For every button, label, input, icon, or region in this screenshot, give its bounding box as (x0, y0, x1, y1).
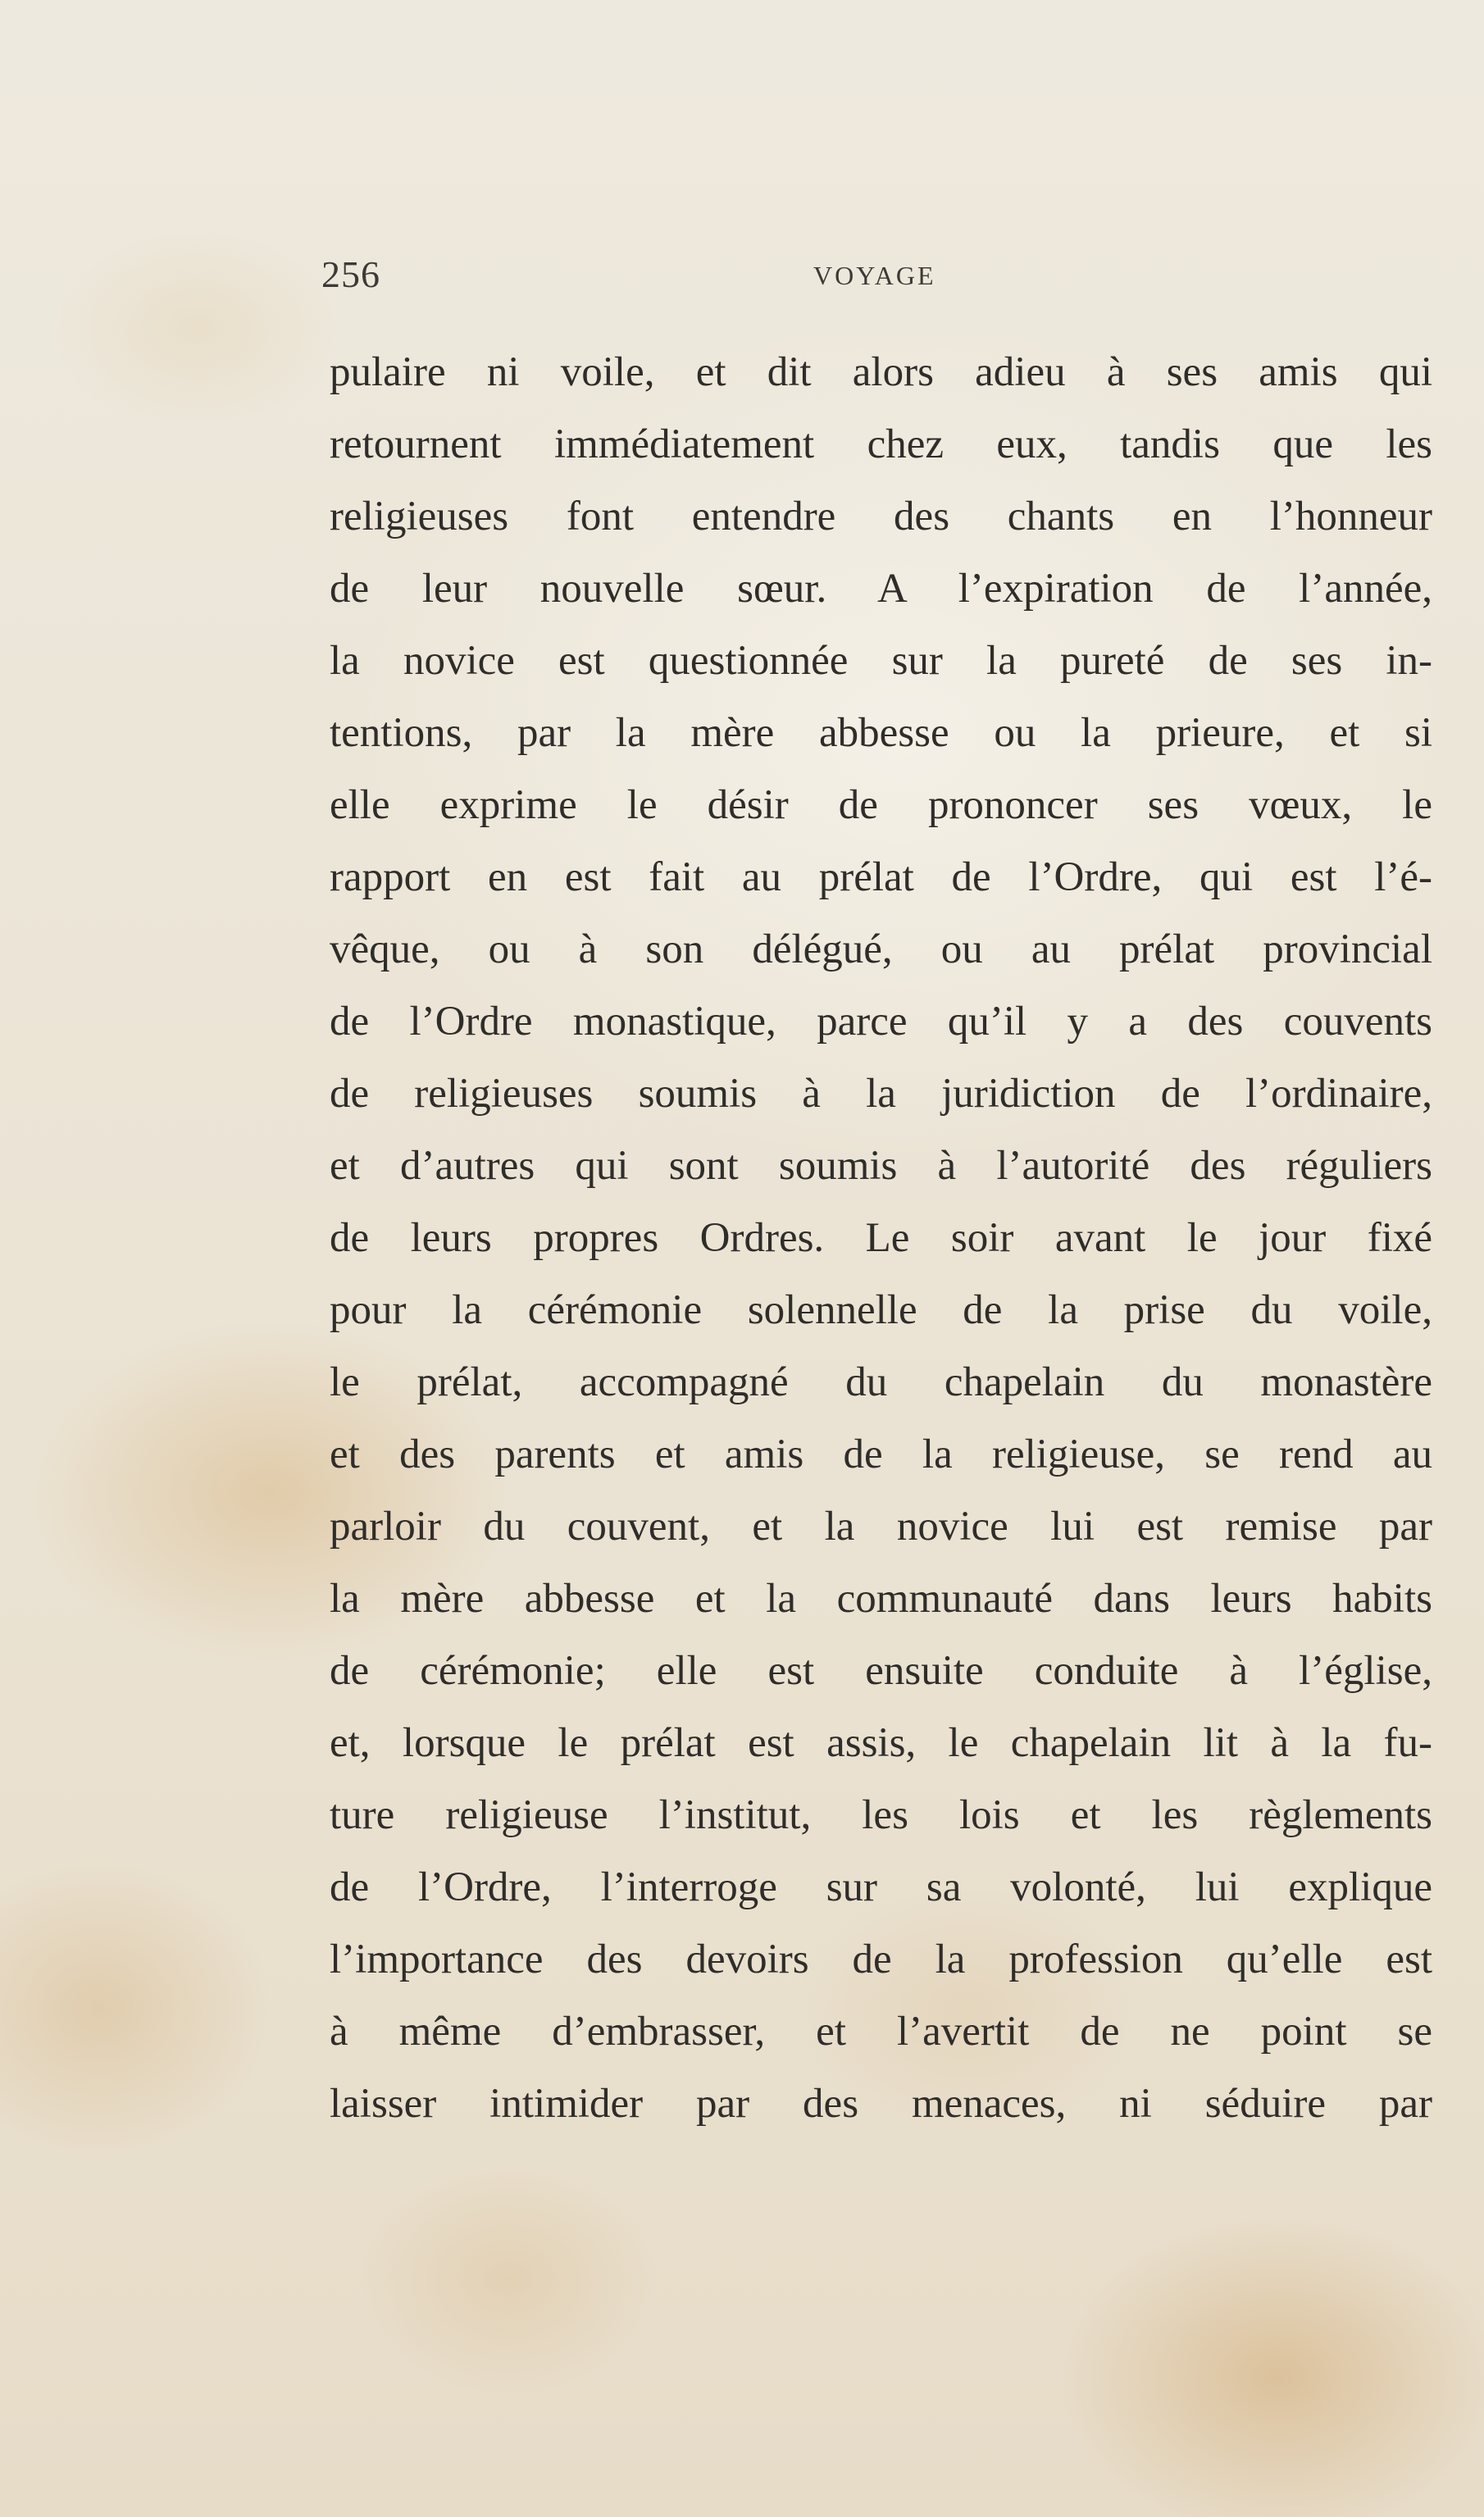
text-line: de l’Ordre monastique, parce qu’il y a des couvents (330, 999, 1432, 1045)
text-line: et des parents et amis de la religieuse, se rend au (330, 1431, 1432, 1477)
text-line: et d’autres qui sont soumis à l’autorité des réguliers (330, 1143, 1432, 1189)
page-number: 256 (321, 253, 380, 295)
body-text (330, 336, 1432, 2140)
text-line: ture religieuse l’institut, les lois et les règlements (330, 1792, 1432, 1838)
text-line: de leur nouvelle sœur. A l’expiration de l’année, (330, 566, 1432, 612)
text-line: elle exprime le désir de prononcer ses vœux, le (330, 782, 1432, 828)
text-line: parloir du couvent, et la novice lui est remise par (330, 1504, 1432, 1550)
text-line: à même d’embrasser, et l’avertit de ne point se (330, 2009, 1432, 2055)
running-title: VOYAGE (813, 261, 936, 290)
text-line: pulaire ni voile, et dit alors adieu à ses amis qui (330, 349, 1432, 395)
text-line: de religieuses soumis à la juridiction de l’ordinaire, (330, 1071, 1432, 1117)
text-line: pour la cérémonie solennelle de la prise du voile, (330, 1287, 1432, 1333)
text-line: la mère abbesse et la communauté dans leurs habits (330, 1576, 1432, 1622)
text-line: l’importance des devoirs de la profession qu’elle est (330, 1937, 1432, 1982)
text-line: rapport en est fait au prélat de l’Ordre, qui est l’é- (330, 854, 1432, 900)
text-line: et, lorsque le prélat est assis, le chapelain lit à la fu- (330, 1720, 1432, 1766)
text-line: retournent immédiatement chez eux, tandis que les (330, 421, 1432, 467)
text-line: le prélat, accompagné du chapelain du monastère (330, 1359, 1432, 1405)
text-line: de l’Ordre, l’interroge sur sa volonté, lui explique (330, 1864, 1432, 1910)
text-line: tentions, par la mère abbesse ou la prieure, et si (330, 710, 1432, 756)
text-line: la novice est questionnée sur la pureté de ses in- (330, 638, 1432, 684)
running-head (321, 253, 1445, 302)
text-line: vêque, ou à son délégué, ou au prélat provincial (330, 926, 1432, 972)
text-line: religieuses font entendre des chants en l’honneur (330, 494, 1432, 539)
text-line: laisser intimider par des menaces, ni séduire par (330, 2081, 1432, 2127)
text-line: de cérémonie; elle est ensuite conduite à l’église, (330, 1648, 1432, 1694)
text-line: de leurs propres Ordres. Le soir avant le jour fixé (330, 1215, 1432, 1261)
